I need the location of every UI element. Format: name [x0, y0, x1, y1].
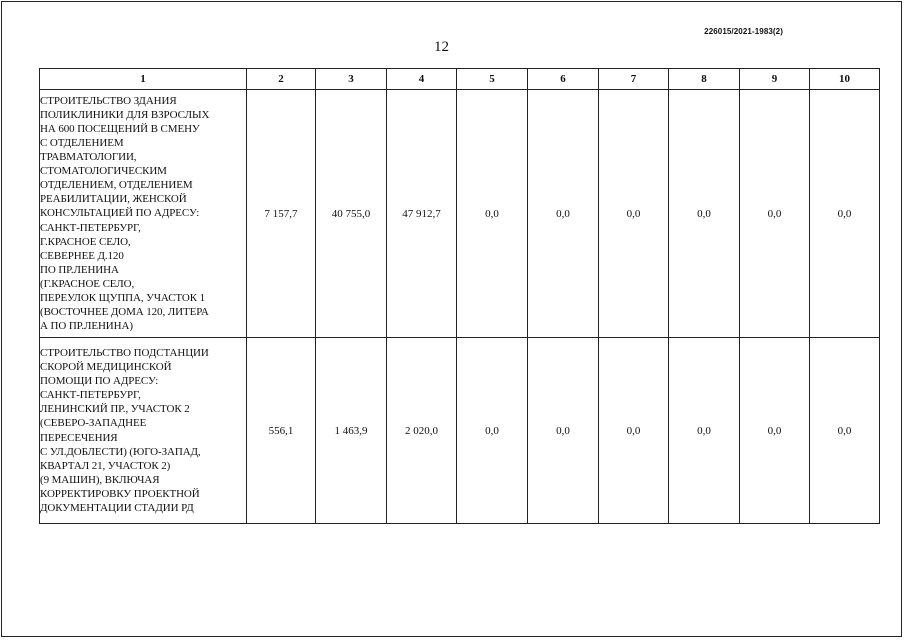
- project-name-line: (СЕВЕРО-ЗАПАДНЕЕ: [40, 417, 147, 430]
- value-cell: 1 463,9: [316, 338, 387, 524]
- value-cell: 0,0: [457, 90, 528, 338]
- project-name-line: СТРОИТЕЛЬСТВО ПОДСТАНЦИИ: [40, 346, 209, 359]
- project-name-line: ОТДЕЛЕНИЕМ, ОТДЕЛЕНИЕМ: [40, 179, 193, 192]
- project-name-line: КОРРЕКТИРОВКУ ПРОЕКТНОЙ: [40, 487, 200, 500]
- budget-table: [39, 68, 880, 524]
- value-cell: 7 157,7: [247, 90, 316, 338]
- project-name-line: СЕВЕРНЕЕ Д.120: [40, 249, 124, 262]
- project-name-line: СКОРОЙ МЕДИЦИНСКОЙ: [40, 361, 172, 374]
- project-name-line: СТРОИТЕЛЬСТВО ЗДАНИЯ: [40, 94, 177, 107]
- value-cell: 556,1: [247, 338, 316, 524]
- value-cell: 0,0: [740, 338, 810, 524]
- project-name-line: С ОТДЕЛЕНИЕМ: [40, 136, 124, 149]
- project-name-line: ЛЕНИНСКИЙ ПР., УЧАСТОК 2: [40, 403, 190, 416]
- project-name-line: ПЕРЕСЕЧЕНИЯ: [40, 431, 118, 444]
- project-name-line: (ВОСТОЧНЕЕ ДОМА 120, ЛИТЕРА: [40, 306, 209, 319]
- project-name-line: (Г.КРАСНОЕ СЕЛО,: [40, 277, 135, 290]
- table-row: [40, 90, 880, 338]
- project-name-line: САНКТ-ПЕТЕРБУРГ,: [40, 389, 141, 402]
- column-header: 1: [40, 69, 247, 90]
- project-name-line: ПЕРЕУЛОК ЩУППА, УЧАСТОК 1: [40, 292, 206, 305]
- value-cell: 0,0: [599, 90, 669, 338]
- project-name-line: А ПО ПР.ЛЕНИНА): [40, 320, 133, 333]
- value-cell: 0,0: [810, 90, 880, 338]
- column-header: 4: [387, 69, 457, 90]
- document-code: 226015/2021-1983(2): [704, 27, 783, 36]
- column-header: 5: [457, 69, 528, 90]
- value-cell: 0,0: [810, 338, 880, 524]
- value-cell: 40 755,0: [316, 90, 387, 338]
- project-name-line: СТОМАТОЛОГИЧЕСКИМ: [40, 165, 167, 178]
- value-cell: 0,0: [528, 338, 599, 524]
- value-cell: 0,0: [599, 338, 669, 524]
- header-row: [40, 69, 880, 90]
- column-header: 7: [599, 69, 669, 90]
- project-name-line: (9 МАШИН), ВКЛЮЧАЯ: [40, 473, 160, 486]
- value-cell: 47 912,7: [387, 90, 457, 338]
- column-header: 8: [669, 69, 740, 90]
- project-name-line: ПОЛИКЛИНИКИ ДЛЯ ВЗРОСЛЫХ: [40, 108, 210, 121]
- project-name-line: ПО ПР.ЛЕНИНА: [40, 263, 119, 276]
- project-name-line: Г.КРАСНОЕ СЕЛО,: [40, 235, 131, 248]
- project-name-line: НА 600 ПОСЕЩЕНИЙ В СМЕНУ: [40, 122, 200, 135]
- project-name-line: ПОМОЩИ ПО АДРЕСУ:: [40, 375, 159, 388]
- column-header: 6: [528, 69, 599, 90]
- project-name-line: САНКТ-ПЕТЕРБУРГ,: [40, 221, 141, 234]
- column-header: 10: [810, 69, 880, 90]
- value-cell: 0,0: [669, 338, 740, 524]
- project-name-cell: [40, 338, 247, 524]
- project-name-line: РЕАБИЛИТАЦИИ, ЖЕНСКОЙ: [40, 193, 187, 206]
- value-cell: 2 020,0: [387, 338, 457, 524]
- value-cell: 0,0: [669, 90, 740, 338]
- value-cell: 0,0: [457, 338, 528, 524]
- project-name-line: ДОКУМЕНТАЦИИ СТАДИИ РД: [40, 501, 194, 514]
- project-name-line: ТРАВМАТОЛОГИИ,: [40, 151, 137, 164]
- project-name-line: С УЛ.ДОБЛЕСТИ) (ЮГО-ЗАПАД,: [40, 445, 201, 458]
- project-name-line: КОНСУЛЬТАЦИЕЙ ПО АДРЕСУ:: [40, 207, 200, 220]
- value-cell: 0,0: [528, 90, 599, 338]
- project-name-line: КВАРТАЛ 21, УЧАСТОК 2): [40, 459, 171, 472]
- value-cell: 0,0: [740, 90, 810, 338]
- column-header: 9: [740, 69, 810, 90]
- column-header: 3: [316, 69, 387, 90]
- page-number: 12: [434, 39, 449, 55]
- table-row: [40, 338, 880, 524]
- column-header: 2: [247, 69, 316, 90]
- project-name-cell: [40, 90, 247, 338]
